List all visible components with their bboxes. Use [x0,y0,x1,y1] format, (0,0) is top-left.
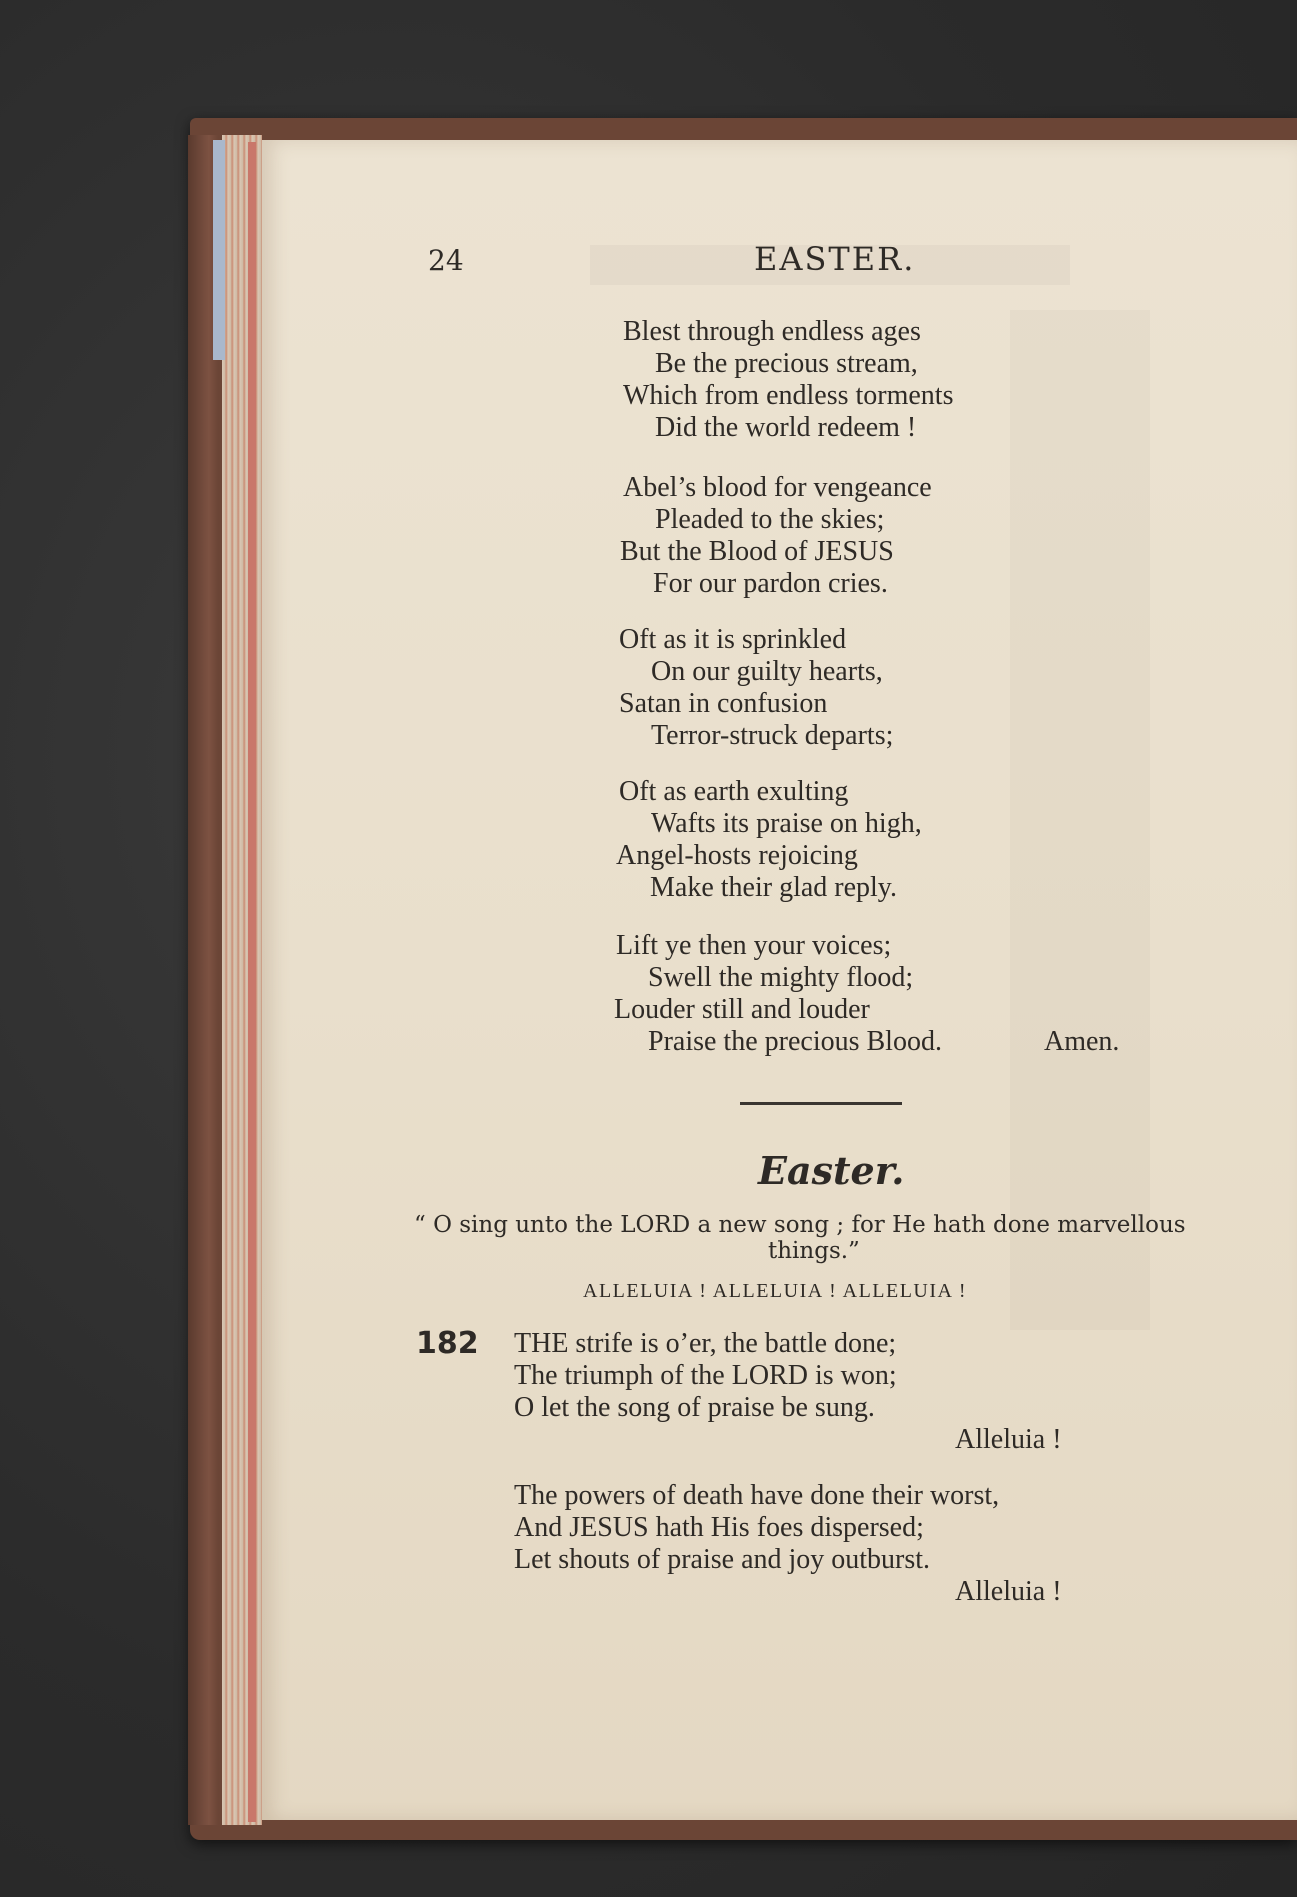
verse-line: Oft as earth exulting [619,776,849,807]
hymn-refrain: Alleluia ! [955,1576,1062,1607]
verse-line: Did the world redeem ! [655,412,917,443]
section-title: Easter. [758,1148,905,1193]
epigraph-line: “ O sing unto the LORD a new song ; for He hath done marvellous [414,1212,1186,1238]
verse-line: Lift ye then your voices; [616,930,892,961]
verse-line: Angel-hosts rejoicing [616,840,858,871]
section-divider [740,1102,902,1105]
verse-line: Blest through endless ages [623,316,921,347]
verse-line: On our guilty hearts, [651,656,883,687]
hymn-line: The triumph of the LORD is won; [514,1360,897,1391]
ribbon-marker [213,140,225,360]
verse-line: Satan in confusion [619,688,828,719]
verse-line: Wafts its praise on high, [651,808,922,839]
verse-line: Praise the precious Blood. [648,1026,942,1057]
verse-line: Make their glad reply. [650,872,897,903]
hymn-line: And JESUS hath His foes dispersed; [514,1512,924,1543]
hymn-refrain: Alleluia ! [955,1424,1062,1455]
amen: Amen. [1044,1026,1120,1057]
verse-line: But the Blood of JESUS [620,536,894,567]
verse-line: Louder still and louder [614,994,870,1025]
hymn-line: Let shouts of praise and joy outburst. [514,1544,931,1575]
verse-line: Terror-struck departs; [651,720,894,751]
red-page-edge [248,142,256,1822]
verse-line: Be the precious stream, [655,348,918,379]
hymn-line: THE strife is o’er, the battle done; [514,1328,897,1359]
hymn-number: 182 [416,1326,479,1361]
verse-line: Oft as it is sprinkled [619,624,847,655]
hymn-line: The powers of death have done their worst, [514,1480,1000,1511]
verse-line: Pleaded to the skies; [655,504,885,535]
epigraph-line: things.” [768,1238,860,1264]
verse-line: For our pardon cries. [653,568,888,599]
alleluia-heading: ALLELUIA ! ALLELUIA ! ALLELUIA ! [583,1280,968,1302]
page-edges [222,135,262,1825]
running-head: EASTER. [754,240,916,278]
hymn-line: O let the song of praise be sung. [514,1392,875,1423]
verse-line: Swell the mighty flood; [648,962,914,993]
verse-line: Abel’s blood for vengeance [623,472,932,503]
page-number: 24 [428,244,464,277]
verse-line: Which from endless torments [623,380,954,411]
book-cover-edge [188,135,218,1825]
show-through-block [1010,310,1150,1330]
